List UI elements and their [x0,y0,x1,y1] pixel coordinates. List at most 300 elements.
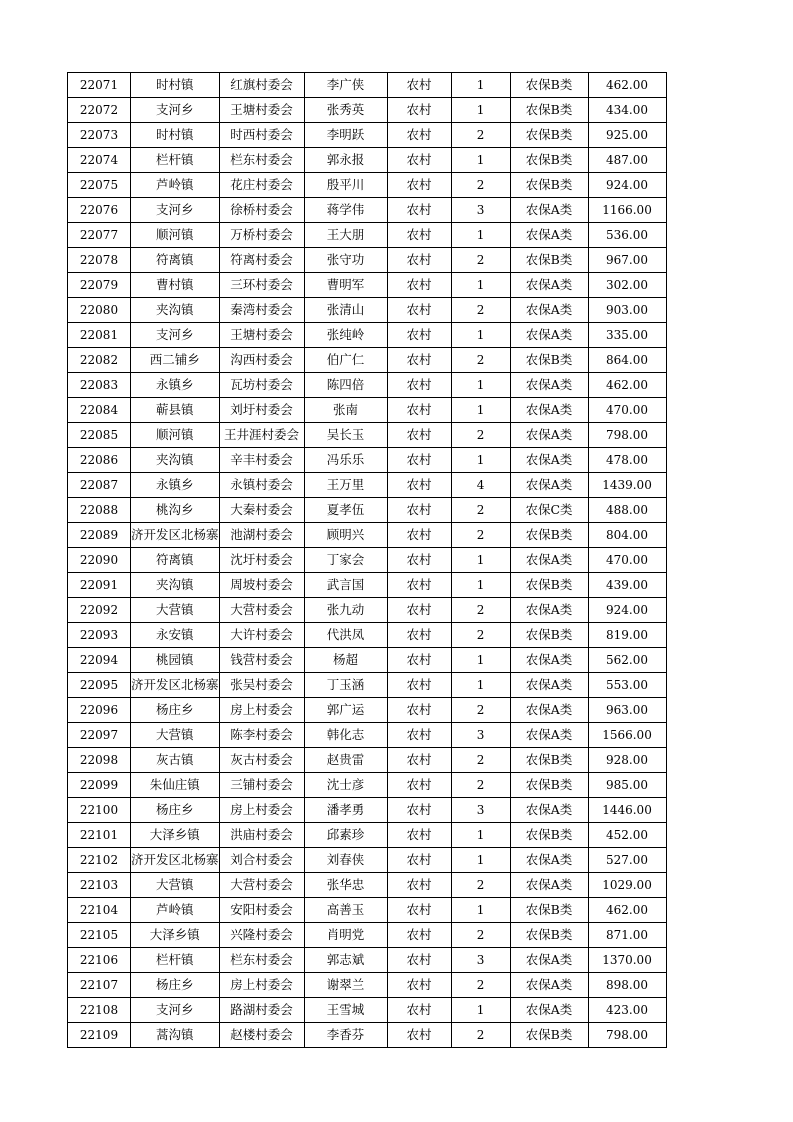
amount-cell: 871.00 [588,923,666,948]
residence-type-cell: 农村 [387,873,451,898]
town-cell: 夹沟镇 [131,573,220,598]
residence-type-cell: 农村 [387,798,451,823]
town-cell: 夹沟镇 [131,298,220,323]
table-row [68,473,667,498]
household-size-cell: 1 [451,148,510,173]
record-id-cell: 22079 [68,273,131,298]
town-cell: 杨庄乡 [131,973,220,998]
person-name-cell: 夏孝伍 [304,498,387,523]
record-id-cell: 22080 [68,298,131,323]
residence-type-cell: 农村 [387,198,451,223]
record-id-cell: 22089 [68,523,131,548]
table-row [68,148,667,173]
household-size-cell: 3 [451,723,510,748]
village-committee-cell: 栏东村委会 [219,948,304,973]
record-id-cell: 22105 [68,923,131,948]
town-cell: 大营镇 [131,723,220,748]
record-id-cell: 22099 [68,773,131,798]
table-row [68,623,667,648]
town-cell: 支河乡 [131,998,220,1023]
household-size-cell: 1 [451,823,510,848]
town-cell: 顺河镇 [131,423,220,448]
town-cell: 支河乡 [131,323,220,348]
residence-type-cell: 农村 [387,673,451,698]
table-row [68,73,667,98]
residence-type-cell: 农村 [387,98,451,123]
person-name-cell: 张清山 [304,298,387,323]
table-row [68,573,667,598]
village-committee-cell: 钱营村委会 [219,648,304,673]
table-row [68,273,667,298]
insurance-category-cell: 农保B类 [510,523,588,548]
village-committee-cell: 王塘村委会 [219,323,304,348]
town-cell: 济开发区北杨寨 [131,673,220,698]
table-row [68,398,667,423]
household-size-cell: 2 [451,698,510,723]
insurance-category-cell: 农保A类 [510,723,588,748]
person-name-cell: 沈士彦 [304,773,387,798]
table-row [68,1023,667,1048]
amount-cell: 798.00 [588,1023,666,1048]
amount-cell: 1566.00 [588,723,666,748]
residence-type-cell: 农村 [387,73,451,98]
village-committee-cell: 沟西村委会 [219,348,304,373]
village-committee-cell: 周坡村委会 [219,573,304,598]
household-size-cell: 2 [451,298,510,323]
record-id-cell: 22088 [68,498,131,523]
village-committee-cell: 大营村委会 [219,873,304,898]
table-row [68,98,667,123]
residence-type-cell: 农村 [387,898,451,923]
residence-type-cell: 农村 [387,948,451,973]
insurance-category-cell: 农保B类 [510,123,588,148]
record-id-cell: 22108 [68,998,131,1023]
residence-type-cell: 农村 [387,848,451,873]
insurance-category-cell: 农保A类 [510,673,588,698]
insurance-category-cell: 农保A类 [510,373,588,398]
table-row [68,348,667,373]
amount-cell: 967.00 [588,248,666,273]
village-committee-cell: 大秦村委会 [219,498,304,523]
table-row [68,773,667,798]
amount-cell: 898.00 [588,973,666,998]
town-cell: 支河乡 [131,198,220,223]
residence-type-cell: 农村 [387,448,451,473]
town-cell: 济开发区北杨寨 [131,848,220,873]
village-committee-cell: 池湖村委会 [219,523,304,548]
household-size-cell: 1 [451,848,510,873]
household-size-cell: 3 [451,798,510,823]
insurance-category-cell: 农保B类 [510,73,588,98]
record-id-cell: 22092 [68,598,131,623]
insurance-category-cell: 农保B类 [510,573,588,598]
record-id-cell: 22082 [68,348,131,373]
person-name-cell: 蒋学伟 [304,198,387,223]
village-committee-cell: 王塘村委会 [219,98,304,123]
household-size-cell: 1 [451,648,510,673]
residence-type-cell: 农村 [387,398,451,423]
residence-type-cell: 农村 [387,748,451,773]
person-name-cell: 郭志斌 [304,948,387,973]
person-name-cell: 李明跃 [304,123,387,148]
record-id-cell: 22100 [68,798,131,823]
insurance-category-cell: 农保B类 [510,623,588,648]
village-committee-cell: 大营村委会 [219,598,304,623]
household-size-cell: 2 [451,498,510,523]
town-cell: 灰古镇 [131,748,220,773]
person-name-cell: 王大朋 [304,223,387,248]
amount-cell: 1029.00 [588,873,666,898]
table-row [68,248,667,273]
person-name-cell: 肖明党 [304,923,387,948]
person-name-cell: 殷平川 [304,173,387,198]
record-id-cell: 22107 [68,973,131,998]
table-row [68,173,667,198]
village-committee-cell: 赵楼村委会 [219,1023,304,1048]
village-committee-cell: 房上村委会 [219,973,304,998]
residence-type-cell: 农村 [387,1023,451,1048]
residence-type-cell: 农村 [387,648,451,673]
amount-cell: 903.00 [588,298,666,323]
table-row [68,823,667,848]
town-cell: 时村镇 [131,73,220,98]
residence-type-cell: 农村 [387,323,451,348]
record-id-cell: 22109 [68,1023,131,1048]
town-cell: 支河乡 [131,98,220,123]
record-id-cell: 22091 [68,573,131,598]
amount-cell: 536.00 [588,223,666,248]
person-name-cell: 郭永报 [304,148,387,173]
town-cell: 大泽乡镇 [131,923,220,948]
person-name-cell: 张守功 [304,248,387,273]
town-cell: 桃沟乡 [131,498,220,523]
record-id-cell: 22087 [68,473,131,498]
town-cell: 永镇乡 [131,373,220,398]
table-row [68,198,667,223]
residence-type-cell: 农村 [387,348,451,373]
town-cell: 永镇乡 [131,473,220,498]
amount-cell: 1370.00 [588,948,666,973]
insurance-category-cell: 农保A类 [510,998,588,1023]
amount-cell: 798.00 [588,423,666,448]
household-size-cell: 2 [451,923,510,948]
town-cell: 芦岭镇 [131,173,220,198]
village-committee-cell: 万桥村委会 [219,223,304,248]
amount-cell: 804.00 [588,523,666,548]
residence-type-cell: 农村 [387,423,451,448]
residence-type-cell: 农村 [387,148,451,173]
household-size-cell: 1 [451,73,510,98]
person-name-cell: 顾明兴 [304,523,387,548]
person-name-cell: 张纯岭 [304,323,387,348]
town-cell: 夹沟镇 [131,448,220,473]
record-id-cell: 22073 [68,123,131,148]
insurance-category-cell: 农保A类 [510,273,588,298]
household-size-cell: 2 [451,748,510,773]
residence-type-cell: 农村 [387,123,451,148]
household-size-cell: 3 [451,948,510,973]
residence-type-cell: 农村 [387,223,451,248]
household-size-cell: 1 [451,573,510,598]
person-name-cell: 韩化志 [304,723,387,748]
person-name-cell: 谢翠兰 [304,973,387,998]
record-id-cell: 22103 [68,873,131,898]
town-cell: 芦岭镇 [131,898,220,923]
residence-type-cell: 农村 [387,723,451,748]
amount-cell: 562.00 [588,648,666,673]
household-size-cell: 1 [451,323,510,348]
table-row [68,673,667,698]
town-cell: 符离镇 [131,548,220,573]
village-committee-cell: 红旗村委会 [219,73,304,98]
table-row [68,848,667,873]
person-name-cell: 张南 [304,398,387,423]
person-name-cell: 郭广运 [304,698,387,723]
residence-type-cell: 农村 [387,273,451,298]
village-committee-cell: 三铺村委会 [219,773,304,798]
amount-cell: 924.00 [588,173,666,198]
household-size-cell: 2 [451,173,510,198]
town-cell: 杨庄乡 [131,798,220,823]
table-row [68,373,667,398]
household-size-cell: 4 [451,473,510,498]
table-row [68,523,667,548]
insurance-category-cell: 农保B类 [510,148,588,173]
table-row [68,298,667,323]
amount-cell: 462.00 [588,73,666,98]
table-row [68,798,667,823]
insurance-category-cell: 农保B类 [510,898,588,923]
household-size-cell: 2 [451,873,510,898]
table-row [68,648,667,673]
household-size-cell: 2 [451,423,510,448]
amount-cell: 423.00 [588,998,666,1023]
village-committee-cell: 房上村委会 [219,798,304,823]
person-name-cell: 丁玉涵 [304,673,387,698]
household-size-cell: 2 [451,623,510,648]
village-committee-cell: 三环村委会 [219,273,304,298]
town-cell: 济开发区北杨寨 [131,523,220,548]
person-name-cell: 武言国 [304,573,387,598]
amount-cell: 864.00 [588,348,666,373]
town-cell: 蕲县镇 [131,398,220,423]
village-committee-cell: 洪庙村委会 [219,823,304,848]
residence-type-cell: 农村 [387,173,451,198]
person-name-cell: 陈四倍 [304,373,387,398]
residence-type-cell: 农村 [387,523,451,548]
amount-cell: 302.00 [588,273,666,298]
village-committee-cell: 大许村委会 [219,623,304,648]
town-cell: 朱仙庄镇 [131,773,220,798]
town-cell: 永安镇 [131,623,220,648]
record-id-cell: 22078 [68,248,131,273]
amount-cell: 985.00 [588,773,666,798]
insurance-category-cell: 农保B类 [510,823,588,848]
village-committee-cell: 徐桥村委会 [219,198,304,223]
amount-cell: 470.00 [588,398,666,423]
insurance-category-cell: 农保A类 [510,223,588,248]
person-name-cell: 李香芬 [304,1023,387,1048]
records-table [67,72,667,1048]
household-size-cell: 2 [451,973,510,998]
record-id-cell: 22083 [68,373,131,398]
village-committee-cell: 路湖村委会 [219,998,304,1023]
insurance-category-cell: 农保A类 [510,298,588,323]
insurance-category-cell: 农保C类 [510,498,588,523]
table-row [68,923,667,948]
record-id-cell: 22085 [68,423,131,448]
household-size-cell: 1 [451,998,510,1023]
village-committee-cell: 房上村委会 [219,698,304,723]
amount-cell: 452.00 [588,823,666,848]
amount-cell: 1166.00 [588,198,666,223]
amount-cell: 553.00 [588,673,666,698]
insurance-category-cell: 农保A类 [510,873,588,898]
village-committee-cell: 刘圩村委会 [219,398,304,423]
amount-cell: 819.00 [588,623,666,648]
town-cell: 大泽乡镇 [131,823,220,848]
person-name-cell: 丁家会 [304,548,387,573]
village-committee-cell: 秦湾村委会 [219,298,304,323]
town-cell: 顺河镇 [131,223,220,248]
record-id-cell: 22104 [68,898,131,923]
record-id-cell: 22084 [68,398,131,423]
household-size-cell: 1 [451,98,510,123]
table-row [68,448,667,473]
residence-type-cell: 农村 [387,498,451,523]
town-cell: 西二铺乡 [131,348,220,373]
insurance-category-cell: 农保A类 [510,698,588,723]
person-name-cell: 潘孝勇 [304,798,387,823]
amount-cell: 335.00 [588,323,666,348]
residence-type-cell: 农村 [387,598,451,623]
household-size-cell: 1 [451,448,510,473]
table-row [68,948,667,973]
record-id-cell: 22102 [68,848,131,873]
household-size-cell: 1 [451,673,510,698]
village-committee-cell: 灰古村委会 [219,748,304,773]
town-cell: 桃园镇 [131,648,220,673]
insurance-category-cell: 农保A类 [510,973,588,998]
insurance-category-cell: 农保B类 [510,748,588,773]
table-row [68,873,667,898]
insurance-category-cell: 农保A类 [510,423,588,448]
residence-type-cell: 农村 [387,998,451,1023]
person-name-cell: 王万里 [304,473,387,498]
record-id-cell: 22106 [68,948,131,973]
insurance-category-cell: 农保A类 [510,648,588,673]
person-name-cell: 杨超 [304,648,387,673]
table-row [68,423,667,448]
record-id-cell: 22086 [68,448,131,473]
person-name-cell: 张华忠 [304,873,387,898]
village-committee-cell: 兴隆村委会 [219,923,304,948]
person-name-cell: 邱素珍 [304,823,387,848]
person-name-cell: 伯广仁 [304,348,387,373]
record-id-cell: 22075 [68,173,131,198]
amount-cell: 1439.00 [588,473,666,498]
person-name-cell: 张九动 [304,598,387,623]
amount-cell: 434.00 [588,98,666,123]
record-id-cell: 22094 [68,648,131,673]
record-id-cell: 22098 [68,748,131,773]
table-row [68,998,667,1023]
amount-cell: 924.00 [588,598,666,623]
amount-cell: 928.00 [588,748,666,773]
record-id-cell: 22093 [68,623,131,648]
records-table-body [68,73,667,1048]
residence-type-cell: 农村 [387,973,451,998]
record-id-cell: 22095 [68,673,131,698]
amount-cell: 1446.00 [588,798,666,823]
insurance-category-cell: 农保A类 [510,398,588,423]
insurance-category-cell: 农保A类 [510,798,588,823]
table-row [68,223,667,248]
insurance-category-cell: 农保A类 [510,948,588,973]
household-size-cell: 2 [451,123,510,148]
residence-type-cell: 农村 [387,773,451,798]
table-row [68,973,667,998]
record-id-cell: 22076 [68,198,131,223]
record-id-cell: 22097 [68,723,131,748]
village-committee-cell: 刘合村委会 [219,848,304,873]
village-committee-cell: 王井涯村委会 [219,423,304,448]
amount-cell: 470.00 [588,548,666,573]
village-committee-cell: 永镇村委会 [219,473,304,498]
residence-type-cell: 农村 [387,248,451,273]
household-size-cell: 1 [451,398,510,423]
residence-type-cell: 农村 [387,298,451,323]
household-size-cell: 2 [451,348,510,373]
insurance-category-cell: 农保A类 [510,473,588,498]
household-size-cell: 1 [451,273,510,298]
person-name-cell: 代洪凤 [304,623,387,648]
village-committee-cell: 时西村委会 [219,123,304,148]
insurance-category-cell: 农保B类 [510,1023,588,1048]
household-size-cell: 2 [451,598,510,623]
amount-cell: 478.00 [588,448,666,473]
village-committee-cell: 栏东村委会 [219,148,304,173]
insurance-category-cell: 农保B类 [510,773,588,798]
record-id-cell: 22081 [68,323,131,348]
person-name-cell: 曹明军 [304,273,387,298]
amount-cell: 487.00 [588,148,666,173]
residence-type-cell: 农村 [387,473,451,498]
amount-cell: 963.00 [588,698,666,723]
person-name-cell: 张秀英 [304,98,387,123]
person-name-cell: 高善玉 [304,898,387,923]
table-row [68,548,667,573]
village-committee-cell: 花庄村委会 [219,173,304,198]
table-row [68,748,667,773]
town-cell: 杨庄乡 [131,698,220,723]
insurance-category-cell: 农保A类 [510,598,588,623]
insurance-category-cell: 农保A类 [510,198,588,223]
residence-type-cell: 农村 [387,373,451,398]
town-cell: 栏杆镇 [131,948,220,973]
household-size-cell: 3 [451,198,510,223]
amount-cell: 462.00 [588,898,666,923]
table-row [68,323,667,348]
record-id-cell: 22072 [68,98,131,123]
insurance-category-cell: 农保B类 [510,348,588,373]
record-id-cell: 22071 [68,73,131,98]
household-size-cell: 2 [451,523,510,548]
residence-type-cell: 农村 [387,923,451,948]
village-committee-cell: 符离村委会 [219,248,304,273]
record-id-cell: 22077 [68,223,131,248]
town-cell: 大营镇 [131,873,220,898]
